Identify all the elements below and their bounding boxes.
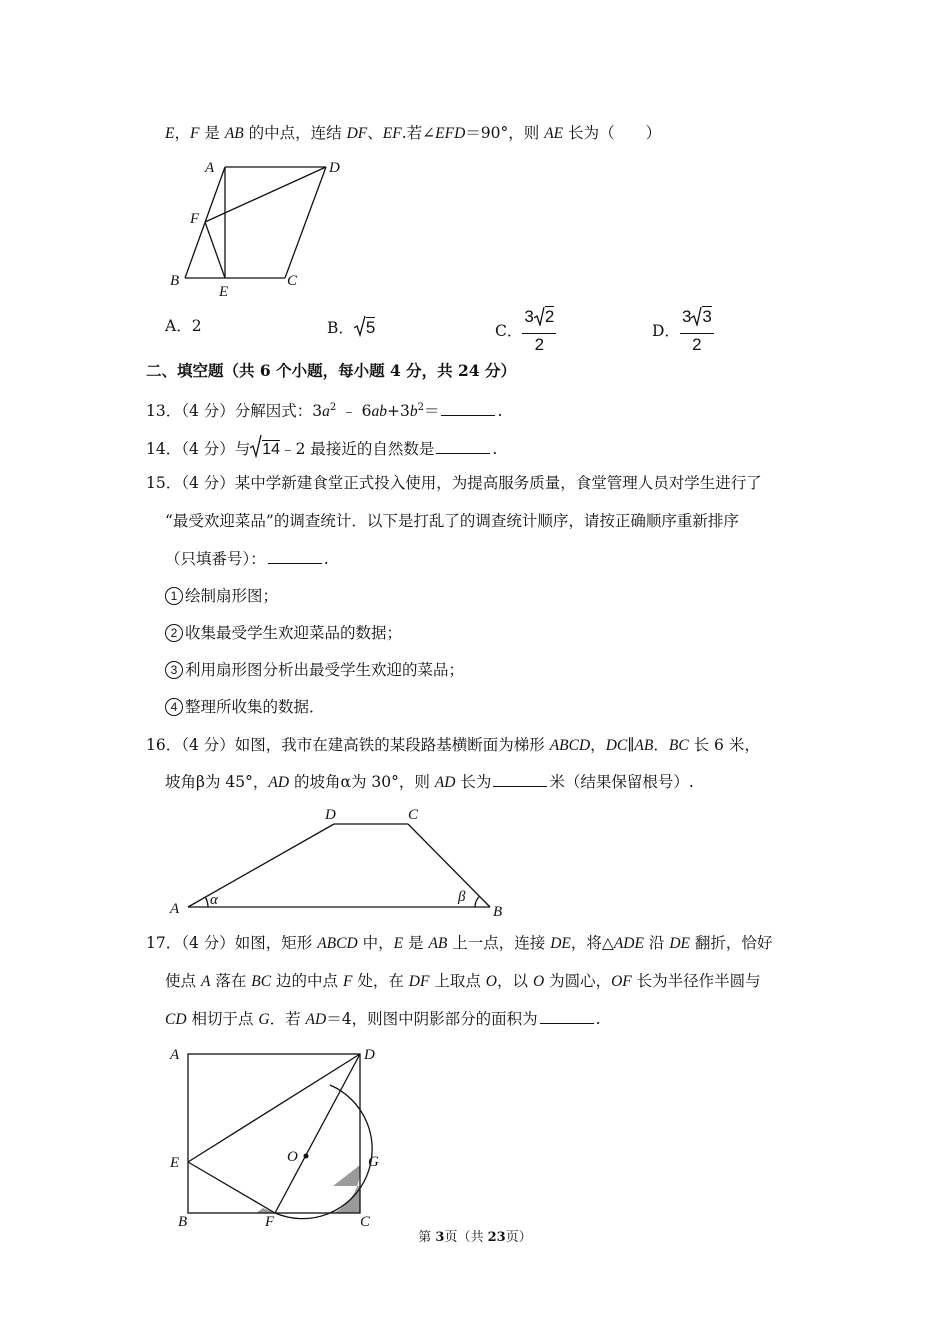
sqrt-sign [250, 434, 262, 464]
circled-number: 2 [165, 624, 183, 642]
q17-label-F: F [265, 1214, 275, 1230]
q16-line2 [165, 771, 694, 794]
q17-text: 沿 [643, 934, 670, 952]
radicand: 2 [544, 307, 555, 326]
var-EF: EF [382, 125, 402, 142]
var-DE: DE [550, 935, 571, 952]
q13-text: ＝ [423, 402, 440, 421]
q17-label-B: B [178, 1214, 188, 1230]
frac-coeff: 3 [524, 307, 534, 326]
q16-label-D: D [325, 807, 336, 823]
option-label: C． [495, 322, 523, 340]
item-text: 绘制扇形图； [185, 587, 279, 605]
q17-text: 处，在 [352, 972, 409, 990]
var-G: G [258, 1011, 270, 1028]
var-ab: ab [371, 403, 387, 421]
q12-option-b [327, 315, 375, 343]
var-DC: DC [605, 737, 628, 754]
answer-blank[interactable] [436, 439, 490, 454]
var-ABCD: ABCD [317, 935, 358, 952]
var-AE: AE [544, 125, 564, 142]
option-label: D． [652, 322, 680, 340]
var-AB: AB [428, 935, 448, 952]
q12-option-c [495, 306, 556, 356]
radicand: 14 [262, 441, 281, 458]
var-AB: AB [634, 737, 654, 754]
q12-text: 是 [199, 124, 225, 142]
circled-number: 4 [165, 698, 183, 716]
q17-line3 [165, 1008, 601, 1031]
q16-angle-beta-arc [475, 896, 480, 907]
q17-rect-ABCD [188, 1054, 360, 1213]
q17-text: ，以 [497, 972, 533, 990]
var-F: F [342, 973, 353, 990]
q14-text: . [492, 440, 498, 458]
q12-line-FD [205, 167, 326, 222]
q16-text: 长 6 米， [688, 736, 760, 754]
option-label: B． [327, 319, 354, 337]
option-label: A． [165, 317, 192, 335]
answer-blank[interactable] [441, 401, 495, 416]
q17-text: 边的中点 [271, 972, 343, 990]
q17-line1 [146, 932, 772, 955]
q16-text: 的坡角α为 30°，则 [289, 773, 435, 791]
q16-text: ， [590, 736, 606, 754]
q15-line1: 15．（4 分）某中学新建食堂正式投入使用，为提高服务质量，食堂管理人员对学生进行了 [146, 474, 762, 492]
q12-label-A: A [205, 160, 215, 176]
q17-point-O [304, 1154, 309, 1159]
q17-label-E: E [170, 1155, 180, 1171]
q15-text: . [323, 550, 329, 568]
q17-text: 相切于点 [186, 1010, 259, 1028]
q13 [146, 397, 502, 423]
q16-figure [160, 800, 520, 925]
q17-label-A: A [170, 1047, 180, 1063]
page-footer [0, 1226, 950, 1245]
q15-line3 [165, 548, 329, 570]
q17-text: 17．（4 分）如图，矩形 [146, 934, 318, 952]
q12-text: 的中点，连结 [243, 124, 347, 142]
var-AB: AB [224, 125, 244, 142]
q12-text: 、 [367, 124, 383, 142]
page-total: 23 [487, 1230, 506, 1245]
var-OF: OF [611, 973, 632, 990]
sqrt-sign [534, 306, 545, 332]
q15-line2: “最受欢迎菜品”的调查统计．以下是打乱了的调查统计顺序，请按正确顺序重新排序 [165, 512, 739, 530]
q12-label-E: E [219, 284, 229, 300]
var-EFD: EFD [435, 125, 466, 142]
q17-line-DE [188, 1054, 360, 1162]
var-DF: DF [408, 973, 430, 990]
q16-text: 长为 [455, 773, 492, 791]
q17-text: 是 [403, 934, 429, 952]
q17-text: 使点 [165, 972, 201, 990]
q15-item-2 [165, 622, 402, 644]
item-text: 收集最受学生欢迎菜品的数据； [185, 624, 403, 642]
q13-text: ﹣ 6 [336, 402, 372, 421]
frac-den: 2 [692, 335, 702, 354]
q12-text: ， [174, 124, 190, 142]
var-AD: AD [268, 774, 290, 791]
q14-text: 14．（4 分）与 [146, 440, 251, 458]
q14 [146, 434, 497, 464]
q17-text: 长为半径作半圆与 [631, 972, 761, 990]
q13-text: . [497, 402, 503, 421]
fraction [680, 306, 714, 356]
exponent: 2 [329, 402, 337, 413]
q16-line-CB [408, 824, 490, 907]
q12-label-B: B [170, 273, 180, 289]
q12-text: 长为（ ） [563, 124, 662, 142]
q12-option-d [652, 306, 714, 356]
q15-item-4 [165, 696, 325, 718]
q17-text: . [595, 1010, 601, 1028]
circled-number: 3 [165, 661, 183, 679]
q17-label-C: C [360, 1214, 371, 1230]
q15-text: （只填番号）： [165, 550, 266, 568]
var-O: O [485, 973, 497, 990]
answer-blank[interactable] [268, 549, 322, 564]
q17-figure [160, 1040, 400, 1232]
q12-label-F: F [190, 211, 200, 227]
sqrt-sign [691, 306, 702, 332]
option-value: 2 [191, 317, 202, 335]
var-E: E [165, 125, 175, 142]
q17-text: ＝4，则图中阴影部分的面积为 [326, 1010, 538, 1028]
fraction [522, 306, 556, 356]
answer-blank[interactable] [540, 1009, 594, 1024]
var-E: E [393, 935, 404, 952]
q15-item-1 [165, 585, 278, 607]
var-BC: BC [668, 737, 689, 754]
q12-line-FE [205, 222, 225, 278]
q16-label-alpha: α [210, 892, 218, 908]
var-F: F [189, 125, 200, 142]
radicand: 5 [365, 318, 376, 337]
var-ADE: ADE [613, 935, 644, 952]
footer-text: 第 [418, 1230, 436, 1245]
q17-text: 中， [357, 934, 394, 952]
section-title: 二、填空题（共 6 个小题，每小题 4 分，共 24 分） [146, 361, 517, 380]
q12-stem [165, 122, 661, 145]
q16-line1 [146, 734, 760, 757]
var-AD: AD [434, 774, 456, 791]
var-ABCD: ABCD [549, 737, 591, 754]
var-A: A [200, 973, 211, 990]
q16-label-B: B [493, 904, 503, 920]
q17-line-FD [275, 1054, 360, 1213]
sqrt-sign [354, 315, 366, 343]
q17-label-O: O [287, 1149, 298, 1165]
q17-shaded-region [333, 1165, 360, 1213]
q12-figure [160, 150, 360, 300]
q16-text: 米（结果保留根号）. [549, 773, 694, 791]
exponent: 2 [417, 402, 424, 413]
footer-text: 页（共 [444, 1230, 488, 1245]
q12-text: .若∠ [401, 124, 436, 142]
q17-text: 翻折，恰好 [690, 934, 773, 952]
q14-text: ﹣2 最接近的自然数是 [280, 440, 435, 458]
q17-label-D: D [364, 1047, 375, 1063]
q17-text: ，将△ [570, 934, 614, 952]
q17-text: 上取点 [429, 972, 486, 990]
var-BC: BC [251, 973, 272, 990]
q15-item-3 [165, 659, 464, 681]
var-DF: DF [346, 125, 368, 142]
radicand: 3 [702, 307, 712, 326]
var-O: O [532, 973, 545, 990]
frac-coeff: 3 [681, 307, 692, 326]
q12-line-DC [285, 167, 326, 278]
q16-label-beta: β [458, 889, 466, 905]
q12-option-a [165, 315, 202, 337]
q16-text: 16．（4 分）如图，我市在建高铁的某段路基横断面为梯形 [146, 736, 550, 754]
q17-text: 落在 [210, 972, 252, 990]
q17-line-EF [188, 1162, 275, 1213]
page-number: 3 [435, 1230, 445, 1245]
footer-text: 页） [505, 1230, 532, 1245]
item-text: 利用扇形图分析出最受学生欢迎的菜品； [185, 661, 465, 679]
q17-text: ．若 [269, 1010, 306, 1028]
q12-label-D: D [329, 160, 340, 176]
var-a: a [322, 403, 330, 421]
q16-label-C: C [408, 807, 419, 823]
frac-den: 2 [534, 335, 545, 354]
q17-text: 为圆心， [544, 972, 612, 990]
q13-text: 13．（4 分）分解因式：3 [146, 402, 323, 421]
q16-text: ． [653, 736, 669, 754]
item-text: 整理所收集的数据． [185, 698, 325, 716]
q17-label-G: G [368, 1154, 379, 1170]
q16-text: 坡角β为 45°， [165, 773, 269, 791]
var-CD: CD [165, 1011, 187, 1028]
q12-text: ＝90°，则 [465, 124, 545, 142]
var-DE: DE [669, 935, 690, 952]
circled-number: 1 [165, 587, 183, 605]
q13-text: +3 [386, 402, 410, 421]
var-AD: AD [305, 1011, 327, 1028]
var-b: b [409, 403, 418, 421]
parallel-sign: ∥ [627, 736, 635, 754]
q17-text: 上一点，连接 [447, 934, 551, 952]
answer-blank[interactable] [493, 772, 547, 787]
q16-angle-alpha-arc [206, 898, 209, 908]
q16-label-A: A [170, 901, 180, 917]
q17-line2 [165, 970, 761, 993]
q12-label-C: C [287, 273, 298, 289]
